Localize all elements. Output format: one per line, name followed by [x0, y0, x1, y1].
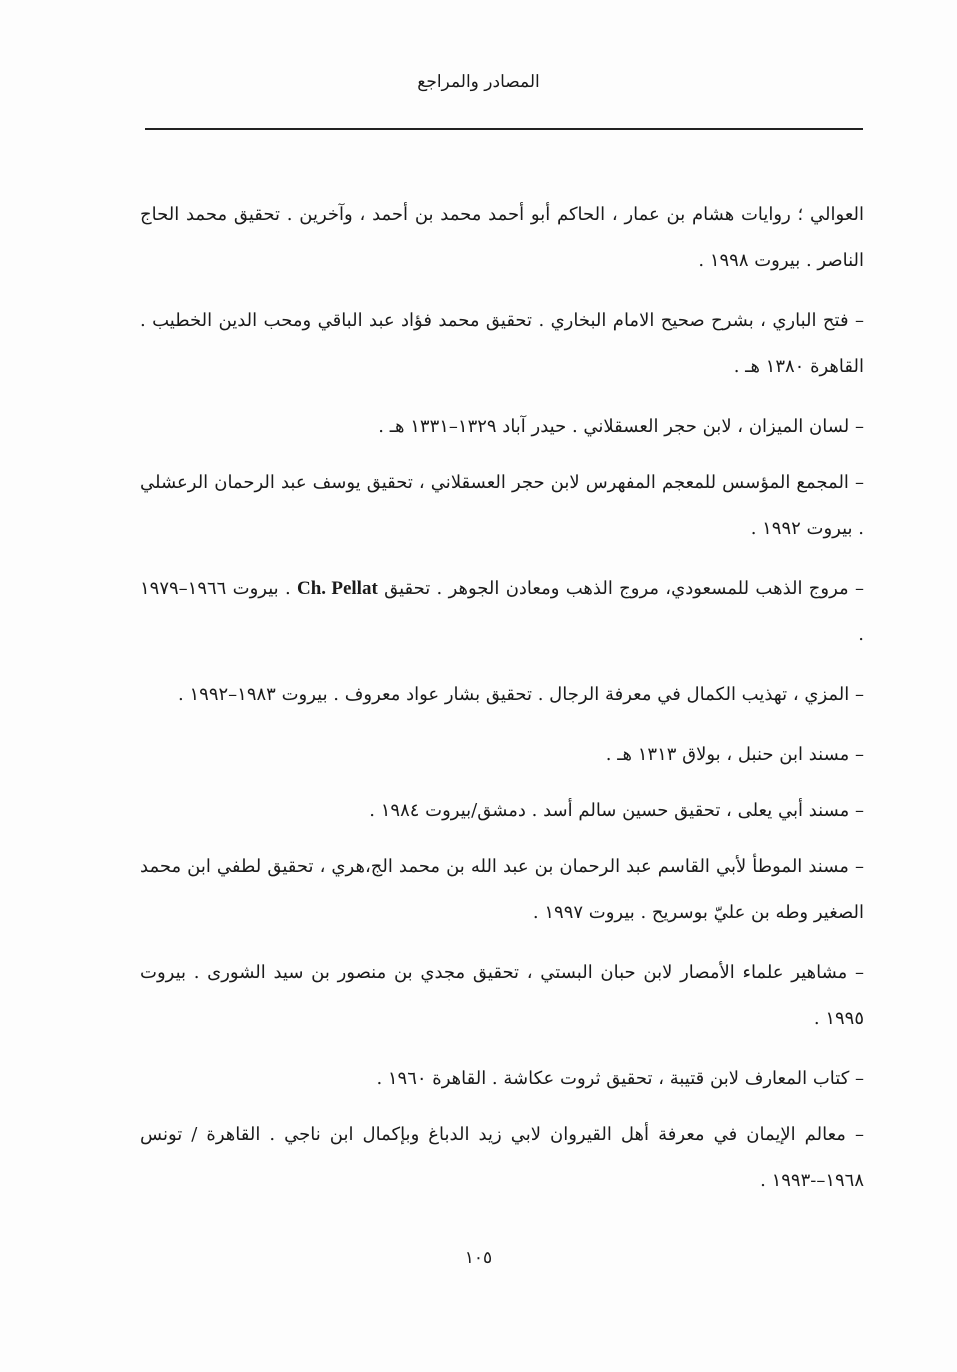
entry-text-after: . بيروت ١٩٦٦–١٩٧٩ .: [140, 578, 864, 645]
editor-latin-name: Ch. Pellat: [296, 578, 378, 599]
bibliography-entry: – مشاهير علماء الأمصار لابن حبان البستي ، تحقيق مجدي بن منصور بن سيد الشورى . بيروت ١٩٩٥ .: [140, 962, 864, 1029]
page-number: ١٠٥: [464, 1248, 493, 1268]
bibliography-entry: – كتاب المعارف لابن قتيبة ، تحقيق ثروت عكاشة . القاهرة ١٩٦٠ .: [376, 1068, 864, 1089]
header-divider: [145, 128, 863, 130]
bibliography-entry: – معالم الإيمان في معرفة أهل القيروان لابي زيد الدباغ وبإكمال ابن ناجي . القاهرة / تونس ١٩٦٨–-١٩٩٣ .: [140, 1124, 864, 1191]
bibliography-entry: – المجمع المؤسس للمعجم المفهرس لابن حجر العسقلاني ، تحقيق يوسف عبد الرحمان الرعشلي . بيروت ١٩٩٢ .: [140, 472, 864, 539]
entry-text-before: – مروج الذهب للمسعودي، مروج الذهب ومعادن الجوهر . تحقيق: [377, 578, 864, 599]
bibliography-entry: [140, 566, 864, 658]
bibliography-entry: – فتح الباري ، بشرح صحيح الامام البخاري . تحقيق محمد فؤاد عبد الباقي ومحب الدين الخطيب . القاهرة ١٣٨٠ هـ .: [140, 310, 864, 377]
bibliography-entry: – مسند أبي يعلى ، تحقيق حسين سالم أسد . دمشق/بيروت ١٩٨٤ .: [369, 800, 864, 821]
bibliography-entry: – مسند ابن حنبل ، بولاق ١٣١٣ هـ .: [605, 744, 864, 765]
bibliography-entry: العوالي ؛ روايات هشام بن عمار ، الحاكم أبو أحمد محمد بن أحمد ، وآخرين . تحقيق محمد الحاج الناصر . بيروت ١٩٩٨ .: [140, 204, 864, 271]
bibliography-entry: – لسان الميزان ، لابن حجر العسقلاني . حيدر آباد ١٣٢٩–١٣٣١ هـ .: [378, 416, 864, 437]
bibliography-entry: – المزي ، تهذيب الكمال في معرفة الرجال . تحقيق بشار عواد معروف . بيروت ١٩٨٣–١٩٩٢ .: [178, 684, 864, 705]
bibliography-entry: – مسند الموطأ لأبي القاسم عبد الرحمان بن عبد الله بن محمد الج،هري ، تحقيق لطفي ابن محمد الصغير وطه بن عليّ بوسريح . بيروت ١٩٩٧ .: [140, 856, 864, 923]
bibliography-list: [140, 192, 864, 1218]
running-header-title: المصادر والمراجع: [417, 72, 540, 92]
